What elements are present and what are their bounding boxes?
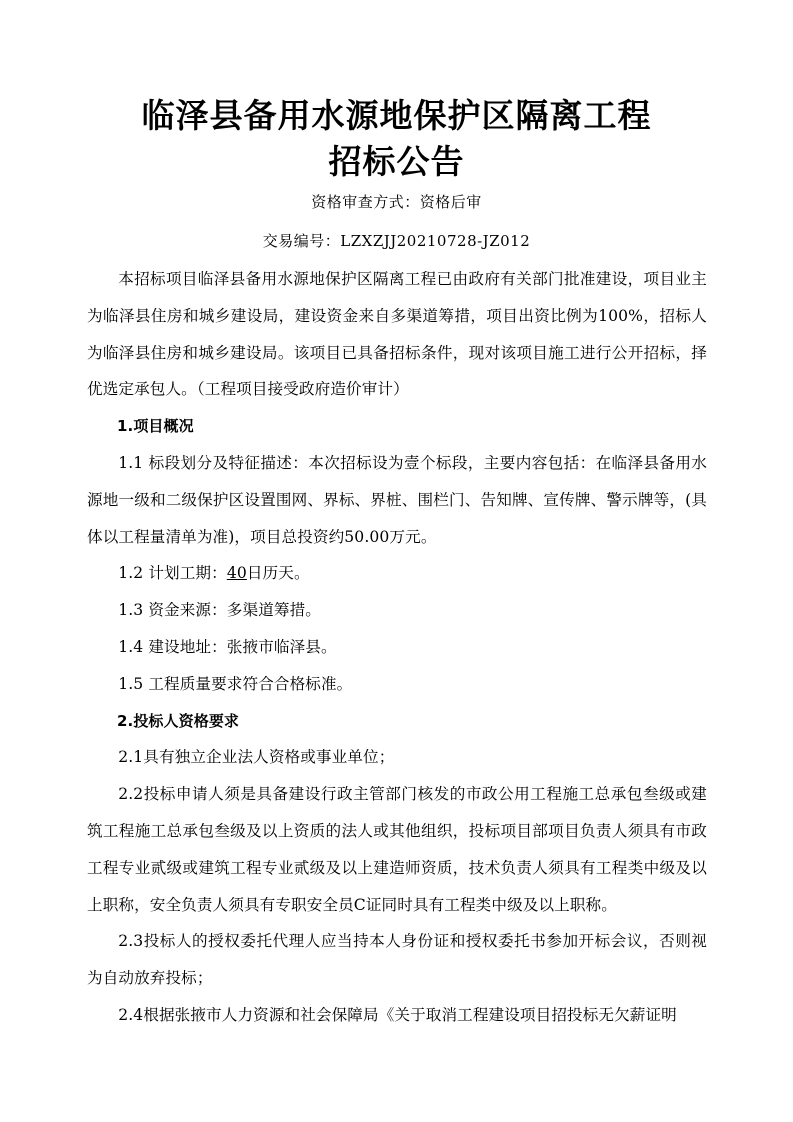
document-title: 临泽县备用水源地保护区隔离工程	[141, 96, 652, 135]
section-item: 2.1具有独立企业法人资格或事业单位；	[118, 748, 395, 767]
duration-days: 40	[226, 564, 247, 583]
section-item: 1.4 建设地址：张掖市临泽县。	[118, 637, 337, 656]
duration-prefix: 1.2 计划工期：	[118, 564, 227, 583]
section-item: 1.5 工程质量要求符合合格标准。	[118, 674, 353, 693]
section-item: 1.3 资金来源：多渠道筹措。	[118, 601, 321, 620]
section-item: 2.2投标申请人须是具备建设行政主管部门核发的市政公用工程施工总承包叁级或建筑工程施工总承包叁级及以上资质的法人或其他组织，投标项目部项目负责人须具有市政工程专业贰级或建筑工程专业贰级及以上建造师资质，技术负责人须具有工程类中级及以上职称，安全负责人须具有专职安全员C证同时具有工程类中级及以上职称。	[87, 785, 707, 914]
section-item: 2.4根据张掖市人力资源和社会保障局《关于取消工程建设项目招投标无欠薪证明	[118, 1005, 677, 1024]
section-heading: 2.投标人资格要求	[117, 711, 240, 730]
review-method: 资格审查方式：资格后审	[311, 193, 482, 211]
section-item: 1.1 标段划分及特征描述：本次招标设为壹个标段，主要内容包括：在临泽县备用水源地一级和二级保护区设置围网、界标、界桩、围栏门、告知牌、宣传牌、警示牌等，(具体以工程量清单为准)，项目总投资约50.00万元。	[87, 453, 707, 546]
section-item: 2.3投标人的授权委托代理人应当持本人身份证和授权委托书参加开标会议，否则视为自动放弃投标；	[87, 932, 707, 988]
section-heading: 1.项目概况	[117, 417, 194, 436]
section-item-duration	[87, 555, 707, 592]
trade-number: 交易编号：LZXZJJ20210728-JZ012	[262, 232, 531, 250]
duration-suffix: 日历天。	[246, 564, 310, 583]
document-body	[87, 261, 707, 1034]
intro-paragraph: 本招标项目临泽县备用水源地保护区隔离工程已由政府有关部门批准建设，项目业主为临泽县住房和城乡建设局，建设资金来自多渠道筹措，项目出资比例为100%，招标人为临泽县住房和城乡建设局。该项目已具备招标条件，现对该项目施工进行公开招标，择优选定承包人。（工程项目接受政府造价审计）	[87, 270, 707, 399]
document-title-sub: 招标公告	[328, 142, 465, 181]
